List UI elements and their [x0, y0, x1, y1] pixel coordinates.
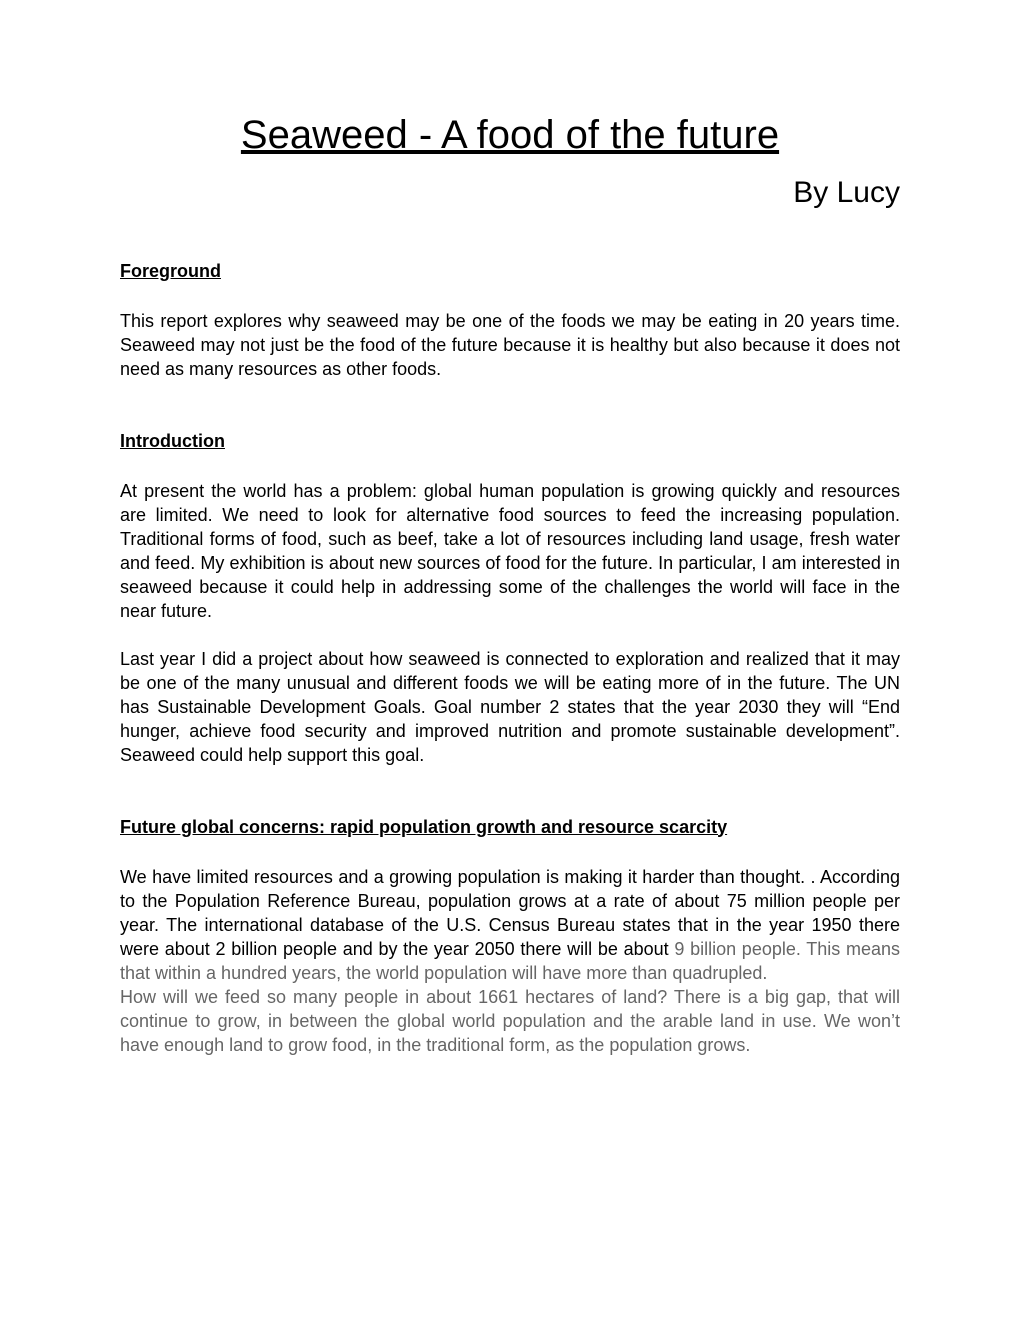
paragraph-introduction-1: At present the world has a problem: global human population is growing quickly and resources are limited. We need to look for alternative food sources to feed the increasing population. Traditional forms of food, such as beef, take a lot of resources including land usage, fresh water and feed. My exhibition is about new sources of food for the future. In particular, I am interested in seaweed because it could help in addressing some of the challenges the world will face in the near future.	[120, 480, 900, 621]
text-run-muted: 9 billion people. This means that within a hundred years, the world population will have more than quadrupled.	[120, 938, 900, 983]
byline: By Lucy	[793, 176, 900, 209]
paragraph-concerns-1	[120, 865, 900, 985]
section-heading-foreground: Foreground	[120, 260, 221, 281]
text-run-black: We have limited resources and a growing population is making it harder than thought. . According to the Population Reference Bureau, population grows at a rate of about 75 million people per year. The international database of the U.S. Census Bureau states that in the year 1950 there were about 2 billion people and by the year 2050 there will be about	[120, 866, 900, 959]
section-heading-introduction: Introduction	[120, 430, 225, 451]
paragraph-introduction-2: Last year I did a project about how seaweed is connected to exploration and realized that it may be one of the many unusual and different foods we will be eating more of in the future. The UN has Sustainable Development Goals. Goal number 2 states that the year 2030 they will “End hunger, achieve food security and improved nutrition and promote sustainable development”. Seaweed could help support this goal.	[120, 648, 900, 765]
paragraph-concerns-2-muted: How will we feed so many people in about 1661 hectares of land? There is a big gap, that will continue to grow, in between the global world population and the arable land in use. We won’t have enough land to grow food, in the traditional form, as the population grows.	[120, 986, 900, 1055]
document-title: Seaweed - A food of the future	[240, 113, 780, 157]
section-heading-future-global-concerns: Future global concerns: rapid population growth and resource scarcity	[120, 816, 728, 837]
paragraph-foreground-1: This report explores why seaweed may be one of the foods we may be eating in 20 years time. Seaweed may not just be the food of the future because it is healthy but also because it does not need as many resources as other foods.	[120, 310, 900, 379]
